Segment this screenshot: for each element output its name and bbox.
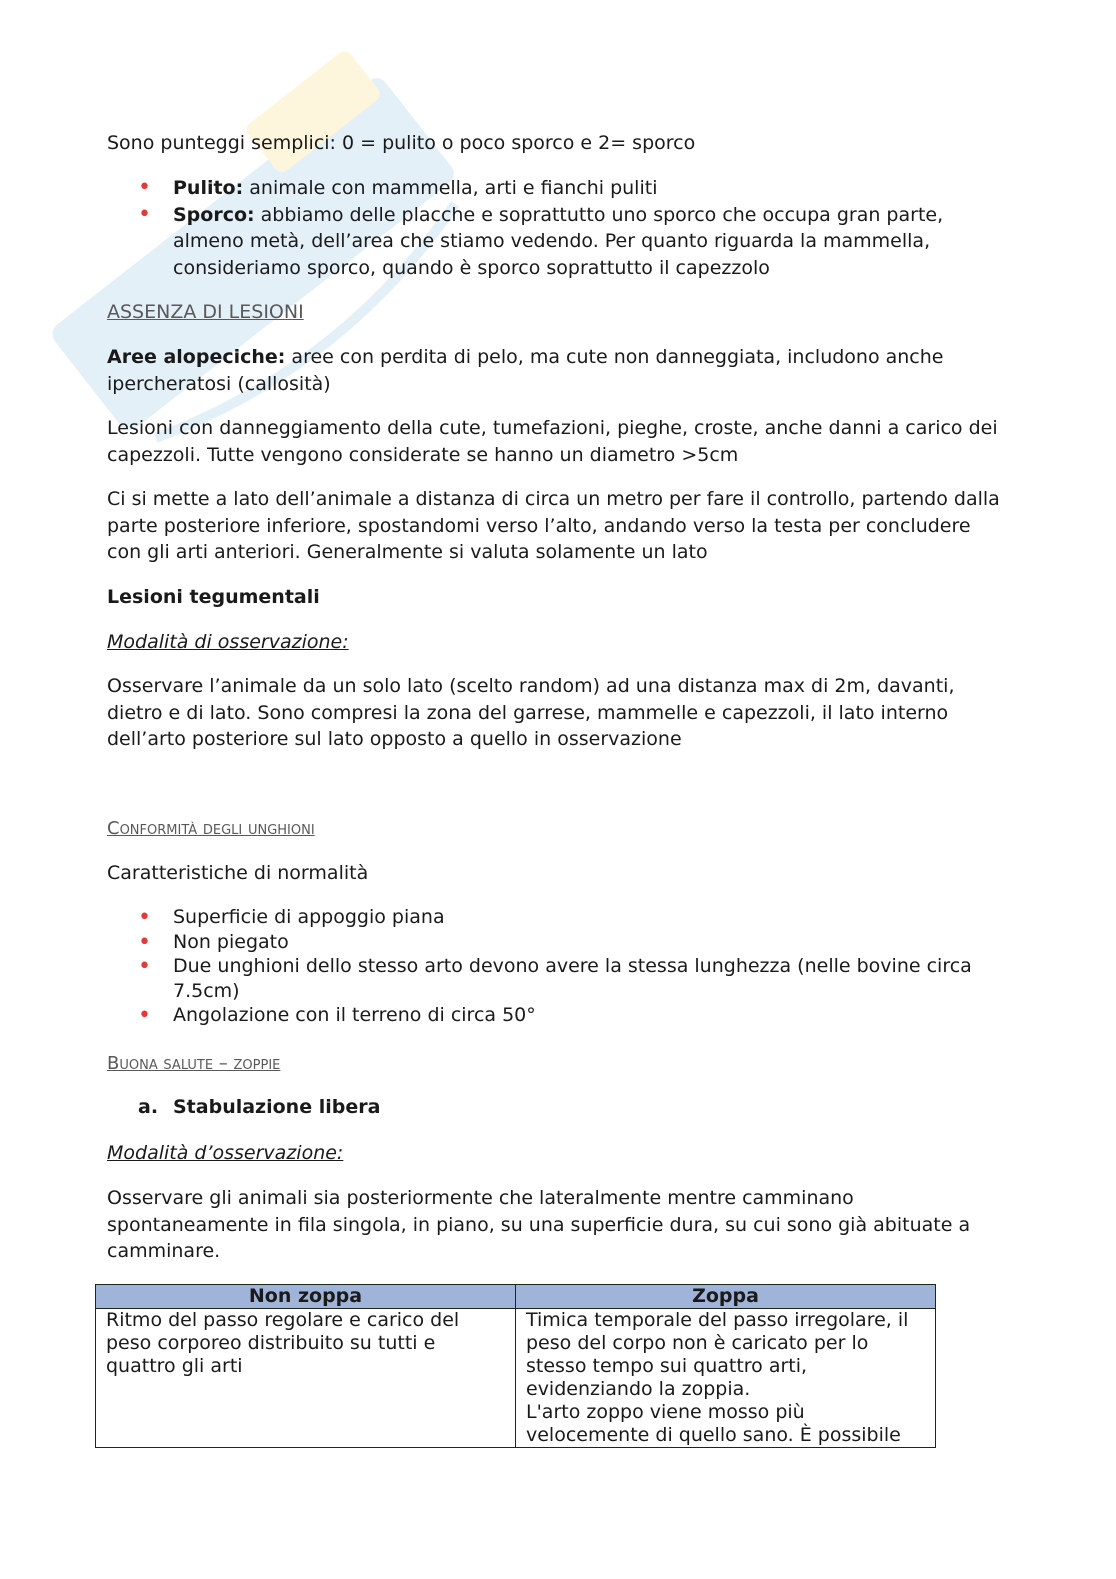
- subsection-title: Stabulazione libera: [173, 1096, 381, 1118]
- table-row: [96, 1309, 936, 1448]
- normality-heading: Caratteristiche di normalità: [107, 862, 369, 884]
- observation-paragraph-2: Osservare gli animali sia posteriormente che lateralmente mentre camminano spontaneamente in fila singola, in piano, su una superficie dura, su cui sono già abituate a camminare.: [107, 1187, 971, 1262]
- list-item: • Sporco: abbiamo delle placche e soprattutto uno sporco che occupa gran parte, almeno metà, dell’area che stiamo vedendo. Per quanto riguarda la mammella, consideriamo sporco, quando è sporco soprattutto il capezzolo: [107, 202, 1007, 282]
- table-header-row: [96, 1285, 936, 1309]
- lesions-paragraph: Lesioni con danneggiamento della cute, tumefazioni, pieghe, croste, anche danni a carico dei capezzoli. Tutte vengono considerate se hanno un diametro >5cm: [107, 417, 998, 466]
- list-item: • Non piegato: [107, 930, 1007, 955]
- list-item: • Due unghioni dello stesso arto devono avere la stessa lunghezza (nelle bovine circa 7.5cm): [107, 954, 1007, 1003]
- subsection-heading: [107, 1094, 1007, 1121]
- normality-list: [107, 905, 1007, 1028]
- observation-paragraph-1: Osservare l’animale da un solo lato (scelto random) ad una distanza max di 2m, davanti, dietro e di lato. Sono compresi la zona del garrese, mammelle e capezzoli, il lato interno dell’arto posteriore sul lato opposto a quello in osservazione: [107, 675, 955, 750]
- header-not-lame: Non zoppa: [96, 1285, 516, 1309]
- section-heading-lesions: ASSENZA DI LESIONI: [107, 301, 304, 323]
- cell-lame-line-1: Timica temporale del passo irregolare, il peso del corpo non è caricato per lo stesso tempo sui quattro arti, evidenziando la zoppia.: [526, 1309, 909, 1400]
- cell-lame: [516, 1309, 936, 1448]
- section-heading-health: Buona salute – zoppie: [107, 1053, 281, 1074]
- cell-lame-line-2: L'arto zoppo viene mosso più velocemente di quello sano. È possibile: [526, 1401, 901, 1446]
- position-paragraph: Ci si mette a lato dell’animale a distanza di circa un metro per fare il controllo, partendo dalla parte posteriore inferiore, spostandomi verso l’alto, andando verso la testa per concludere con gli arti anteriori. Generalmente si valuta solamente un lato: [107, 488, 1000, 563]
- list-item: • Angolazione con il terreno di circa 50°: [107, 1003, 1007, 1028]
- subsection-marker: a.: [138, 1096, 159, 1118]
- observation-label-2: Modalità d’osservazione:: [107, 1142, 344, 1164]
- list-item: • Superficie di appoggio piana: [107, 905, 1007, 930]
- header-lame: Zoppa: [516, 1285, 936, 1309]
- section-heading-claws: Conformità degli unghioni: [107, 818, 315, 839]
- alopecia-paragraph: Aree alopeciche: aree con perdita di pelo, ma cute non danneggiata, includono anche ipercheratosi (callosità): [107, 346, 944, 395]
- integument-heading: Lesioni tegumentali: [107, 586, 320, 608]
- cell-not-lame: Ritmo del passo regolare e carico del peso corporeo distribuito su tutti e quattro gli arti: [96, 1309, 516, 1448]
- cleanliness-list: [107, 175, 1007, 281]
- lameness-table: [95, 1284, 936, 1448]
- observation-label-1: Modalità di osservazione:: [107, 631, 349, 653]
- list-item: • Pulito: animale con mammella, arti e fianchi puliti: [107, 175, 1007, 202]
- intro-text: Sono punteggi semplici: 0 = pulito o poco sporco e 2= sporco: [107, 132, 696, 154]
